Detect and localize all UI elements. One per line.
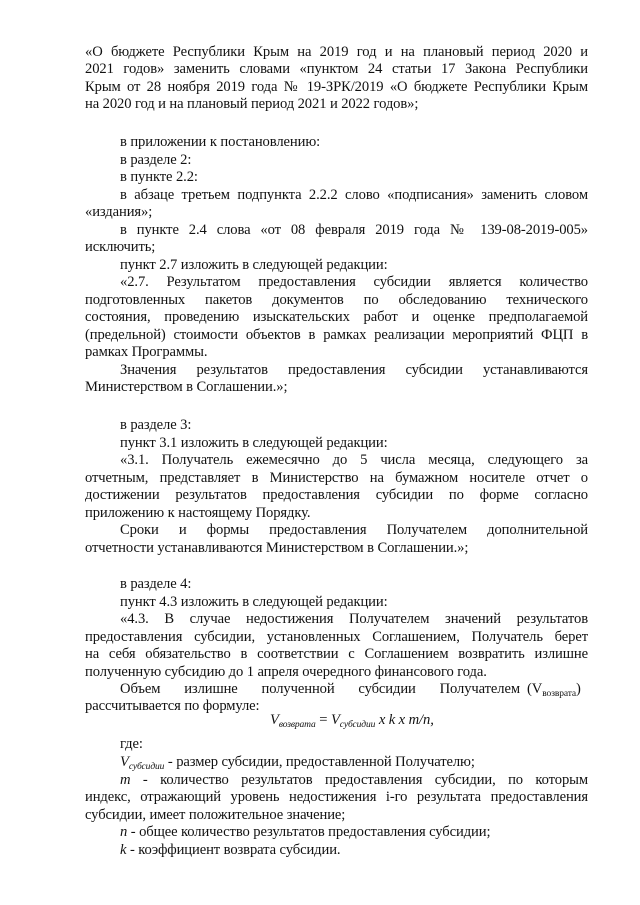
text-line: Значения результатов предоставления субсидии устанавливаются — [120, 362, 588, 378]
text-line: отчетным, представляет в Министерство на бумажном носителе отчет о — [85, 470, 588, 486]
text-line: подготовленных пакетов документов по обследованию технического — [85, 292, 588, 308]
formula: $V_{возврата} = V_{субсидии}$ x k x m/n, — [270, 712, 434, 730]
text-line: в приложении к постановлению: — [120, 134, 321, 150]
text-line: в пункте 2.4 слова «от 08 февраля 2019 года № 139-08-2019-005» — [120, 222, 588, 238]
text-line: рассчитывается по формуле: — [85, 698, 260, 714]
text-line: индекс, отражающий уровень недостижения i-го результата предоставления — [85, 789, 588, 805]
text-line: m - количество результатов предоставления субсидии, по которым — [120, 772, 588, 788]
text-line: субсидии, имеет положительное значение; — [85, 807, 346, 823]
text-line: отчетности устанавливаются Министерством в Соглашении.»; — [85, 540, 469, 556]
text-line: Объем излишне полученной субсидии Получателем — [120, 681, 520, 697]
text-line: в абзаце третьем подпункта 2.2.2 слово «подписания» заменить словом — [120, 187, 588, 203]
text-line: «4.3. В случае недостижения Получателем значений результатов — [120, 611, 588, 627]
text-line: рамках Программы. — [85, 344, 208, 360]
text-line: полученную субсидию до 1 апреля очередного финансового года. — [85, 664, 487, 680]
text-line: на 2020 год и на плановый период 2021 и 2022 годов»; — [85, 96, 419, 112]
text-line: достижении результатов предоставления субсидии по форме согласно — [85, 487, 588, 503]
text-line: «3.1. Получатель ежемесячно до 5 числа месяца, следующего за — [120, 452, 588, 468]
text-line: Крым от 28 ноября 2019 года № 19-ЗРК/2019 «О бюджете Республики Крым — [85, 79, 588, 95]
text-line: в пункте 2.2: — [120, 169, 198, 185]
v-subsidy-symbol: $V_{субсидии}$ — [120, 754, 165, 772]
text-line: на себя обязательство в соответствии с Соглашением возвратить излишне — [85, 646, 588, 662]
text-line: «издания»; — [85, 204, 153, 220]
text-line: 2021 годов» заменить словами «пунктом 24 статьи 17 Закона Республики — [85, 61, 588, 77]
text-line: предоставления субсидии, установленных Соглашением, Получатель берет — [85, 629, 588, 645]
text-line: где: — [120, 736, 143, 752]
text-line: в разделе 4: — [120, 576, 192, 592]
text-line: k - коэффициент возврата субсидии. — [120, 842, 341, 858]
text-line: пункт 2.7 изложить в следующей редакции: — [120, 257, 388, 273]
text-line: исключить; — [85, 239, 156, 255]
text-line: Сроки и формы предоставления Получателем дополнительной — [120, 522, 588, 538]
text-line: «О бюджете Республики Крым на 2019 год и на плановый период 2020 и — [85, 44, 588, 60]
text-line: в разделе 2: — [120, 152, 192, 168]
text-line: $V_{субсидии}$ - размер субсидии, предоставленной Получателю; — [120, 754, 475, 772]
text-line: (предельной) стоимости объектов в рамках реализации мероприятий ФЦП в — [85, 327, 588, 343]
text-line: n - общее количество результатов предоставления субсидии; — [120, 824, 491, 840]
text-line: «2.7. Результатом предоставления субсидии является количество — [120, 274, 588, 290]
text-line: приложению к настоящему Порядку. — [85, 505, 311, 521]
text-line: состояния, проведению изыскательских работ и оценке предполагаемой — [85, 309, 588, 325]
text-line: в разделе 3: — [120, 417, 192, 433]
text-line: пункт 3.1 изложить в следующей редакции: — [120, 435, 388, 451]
v-return-symbol: $(V_{возврата})$ — [527, 681, 581, 699]
text-line: Министерством в Соглашении.»; — [85, 379, 288, 395]
text-line: пункт 4.3 изложить в следующей редакции: — [120, 594, 388, 610]
